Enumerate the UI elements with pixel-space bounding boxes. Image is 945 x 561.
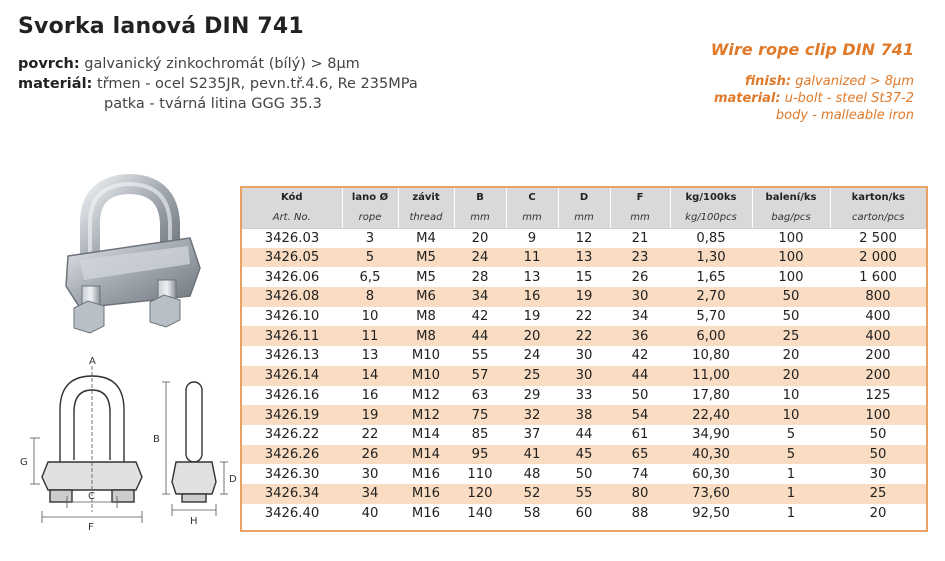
table-cell: 61	[610, 425, 670, 445]
table-row	[242, 287, 926, 307]
table-cell: 48	[506, 464, 558, 484]
table-cell: 34	[342, 484, 398, 504]
table-row	[242, 425, 926, 445]
table-cell: 11	[506, 248, 558, 268]
table-cell: 3426.03	[242, 228, 342, 248]
table-cell: 100	[830, 405, 926, 425]
table-row	[242, 248, 926, 268]
table-row	[242, 405, 926, 425]
table-cell: 5	[752, 425, 830, 445]
table-cell: 30	[830, 464, 926, 484]
table-cell: 9	[506, 228, 558, 248]
column-header: karton/ks	[830, 188, 926, 207]
table-cell: 37	[506, 425, 558, 445]
table-cell: 13	[558, 248, 610, 268]
table-cell: 15	[558, 267, 610, 287]
table-cell: 6,00	[670, 326, 752, 346]
table-cell: 125	[830, 386, 926, 406]
table-cell: 22,40	[670, 405, 752, 425]
label-a: A	[89, 356, 96, 367]
column-header: závit	[398, 188, 454, 207]
table-cell: M16	[398, 484, 454, 504]
table-cell: 30	[610, 287, 670, 307]
table-cell: 20	[752, 366, 830, 386]
table-cell: 19	[342, 405, 398, 425]
table-cell: 2,70	[670, 287, 752, 307]
table-cell: 3426.08	[242, 287, 342, 307]
table-cell: 3426.19	[242, 405, 342, 425]
table-cell: 95	[454, 445, 506, 465]
table-cell: 0,85	[670, 228, 752, 248]
english-material-value-1: u-bolt - steel St37-2	[784, 91, 914, 106]
table-cell: M5	[398, 267, 454, 287]
column-header: balení/ks	[752, 188, 830, 207]
material-label: materiál:	[18, 76, 93, 92]
table-cell: 2 500	[830, 228, 926, 248]
table-cell: 30	[558, 346, 610, 366]
label-h: H	[190, 516, 198, 527]
table-row	[242, 484, 926, 504]
table-cell: 30	[342, 464, 398, 484]
table-cell: 34	[610, 307, 670, 327]
column-header: Kód	[242, 188, 342, 207]
table-cell: 24	[454, 248, 506, 268]
table-cell: 25	[752, 326, 830, 346]
table-cell: 32	[506, 405, 558, 425]
table-cell: 1 600	[830, 267, 926, 287]
table-cell: 50	[558, 464, 610, 484]
table-cell: 800	[830, 287, 926, 307]
table-cell: 26	[610, 267, 670, 287]
table-cell: 10	[342, 307, 398, 327]
dimension-table	[240, 186, 928, 532]
table-cell: 20	[506, 326, 558, 346]
table-cell: 24	[506, 346, 558, 366]
table-cell: 60	[558, 504, 610, 524]
table-cell: 1	[752, 504, 830, 524]
table-cell: 11,00	[670, 366, 752, 386]
table-cell: 29	[506, 386, 558, 406]
table-cell: 10	[752, 386, 830, 406]
table-cell: 140	[454, 504, 506, 524]
table-cell: 88	[610, 504, 670, 524]
table-subheader-row	[242, 207, 926, 228]
table-cell: 57	[454, 366, 506, 386]
table-cell: 36	[610, 326, 670, 346]
table-cell: 44	[454, 326, 506, 346]
table-cell: 13	[342, 346, 398, 366]
table-cell: 85	[454, 425, 506, 445]
table-cell: 3426.16	[242, 386, 342, 406]
table-cell: M5	[398, 248, 454, 268]
table-cell: 3426.10	[242, 307, 342, 327]
column-subheader: mm	[610, 207, 670, 228]
label-c: C	[88, 491, 95, 502]
table-cell: 100	[752, 248, 830, 268]
column-subheader: Art. No.	[242, 207, 342, 228]
table-cell: 38	[558, 405, 610, 425]
table-cell: M8	[398, 326, 454, 346]
table-cell: 50	[610, 386, 670, 406]
table-cell: 50	[752, 287, 830, 307]
table-cell: 25	[830, 484, 926, 504]
table-cell: 3426.30	[242, 464, 342, 484]
column-header: kg/100ks	[670, 188, 752, 207]
table-cell: 3	[342, 228, 398, 248]
english-finish-value: galvanized > 8µm	[795, 74, 914, 89]
table-cell: 22	[342, 425, 398, 445]
table-row	[242, 386, 926, 406]
table-cell: 30	[558, 366, 610, 386]
table-cell: 5	[752, 445, 830, 465]
column-header: D	[558, 188, 610, 207]
table-cell: 52	[506, 484, 558, 504]
table-cell: M4	[398, 228, 454, 248]
table-cell: 42	[454, 307, 506, 327]
table-cell: 40	[342, 504, 398, 524]
table-cell: 26	[342, 445, 398, 465]
label-g: G	[20, 457, 28, 468]
table-cell: 23	[610, 248, 670, 268]
table-cell: 11	[342, 326, 398, 346]
table-cell: 13	[506, 267, 558, 287]
table-cell: 10	[752, 405, 830, 425]
table-cell: 110	[454, 464, 506, 484]
table-cell: 50	[752, 307, 830, 327]
column-subheader: mm	[454, 207, 506, 228]
table-cell: 16	[342, 386, 398, 406]
table-cell: 120	[454, 484, 506, 504]
table-cell: M16	[398, 464, 454, 484]
label-d: D	[229, 474, 237, 485]
column-subheader: bag/pcs	[752, 207, 830, 228]
page-title: Svorka lanová DIN 741	[18, 14, 304, 39]
english-finish-label: finish:	[744, 74, 792, 89]
english-material	[711, 90, 914, 107]
material-value-1: třmen - ocel S235JR, pevn.tř.4.6, Re 235MPa	[96, 76, 418, 92]
table-cell: 6,5	[342, 267, 398, 287]
table-cell: 200	[830, 366, 926, 386]
finish-line	[18, 54, 418, 74]
table-row	[242, 445, 926, 465]
table-cell: 3426.05	[242, 248, 342, 268]
table-row	[242, 346, 926, 366]
table-cell: 21	[610, 228, 670, 248]
table-cell: 44	[558, 425, 610, 445]
table-cell: 55	[558, 484, 610, 504]
table-cell: 44	[610, 366, 670, 386]
column-header: C	[506, 188, 558, 207]
column-subheader: rope	[342, 207, 398, 228]
table-cell: 55	[454, 346, 506, 366]
table-cell: 22	[558, 326, 610, 346]
table-row	[242, 366, 926, 386]
table-cell: 1	[752, 484, 830, 504]
table-cell: 34,90	[670, 425, 752, 445]
table-cell: 1,30	[670, 248, 752, 268]
column-header: F	[610, 188, 670, 207]
table-cell: 41	[506, 445, 558, 465]
column-header: lano Ø	[342, 188, 398, 207]
table-cell: M16	[398, 504, 454, 524]
table-cell: 400	[830, 326, 926, 346]
table-cell: 1	[752, 464, 830, 484]
table-cell: 80	[610, 484, 670, 504]
english-material-2	[711, 107, 914, 124]
table-cell: 3426.11	[242, 326, 342, 346]
column-subheader: thread	[398, 207, 454, 228]
material-line	[18, 74, 418, 94]
table-cell: 10,80	[670, 346, 752, 366]
english-finish	[711, 73, 914, 90]
table-cell: M10	[398, 346, 454, 366]
table-cell: 58	[506, 504, 558, 524]
table-cell: 40,30	[670, 445, 752, 465]
table-cell: M12	[398, 386, 454, 406]
table-row	[242, 464, 926, 484]
specs-czech	[18, 54, 418, 114]
table-cell: 34	[454, 287, 506, 307]
spec-table	[242, 188, 926, 523]
dimension-drawing	[10, 352, 250, 532]
table-cell: M12	[398, 405, 454, 425]
table-cell: M14	[398, 445, 454, 465]
table-cell: 16	[506, 287, 558, 307]
table-cell: M6	[398, 287, 454, 307]
table-cell: 25	[506, 366, 558, 386]
table-cell: 65	[610, 445, 670, 465]
table-cell: 20	[454, 228, 506, 248]
table-cell: 50	[830, 445, 926, 465]
column-header: B	[454, 188, 506, 207]
table-cell: 12	[558, 228, 610, 248]
table-cell: 28	[454, 267, 506, 287]
table-cell: 74	[610, 464, 670, 484]
table-row	[242, 267, 926, 287]
table-row	[242, 504, 926, 524]
table-cell: 92,50	[670, 504, 752, 524]
english-material-label: material:	[713, 91, 781, 106]
table-cell: 45	[558, 445, 610, 465]
table-cell: 100	[752, 267, 830, 287]
wire-rope-clip-photo	[40, 168, 230, 343]
table-cell: 2 000	[830, 248, 926, 268]
finish-value: galvanický zinkochromát (bílý) > 8µm	[84, 56, 360, 72]
table-cell: 1,65	[670, 267, 752, 287]
table-cell: 400	[830, 307, 926, 327]
table-cell: 8	[342, 287, 398, 307]
table-cell: 75	[454, 405, 506, 425]
english-material-value-2: body - malleable iron	[775, 108, 914, 123]
finish-label: povrch:	[18, 56, 80, 72]
table-cell: 5	[342, 248, 398, 268]
specs-english	[711, 40, 914, 124]
table-cell: 19	[506, 307, 558, 327]
column-subheader: kg/100pcs	[670, 207, 752, 228]
table-cell: 200	[830, 346, 926, 366]
table-header-row	[242, 188, 926, 207]
table-cell: 73,60	[670, 484, 752, 504]
label-f: F	[88, 522, 94, 532]
table-cell: 3426.26	[242, 445, 342, 465]
table-body	[242, 228, 926, 523]
table-cell: 19	[558, 287, 610, 307]
table-cell: 50	[830, 425, 926, 445]
table-cell: 3426.13	[242, 346, 342, 366]
table-row	[242, 307, 926, 327]
table-cell: 54	[610, 405, 670, 425]
label-b: B	[153, 434, 160, 445]
table-cell: 60,30	[670, 464, 752, 484]
table-cell: 17,80	[670, 386, 752, 406]
material-line-2	[18, 94, 418, 114]
table-row	[242, 326, 926, 346]
table-row	[242, 228, 926, 248]
table-cell: 5,70	[670, 307, 752, 327]
table-cell: 33	[558, 386, 610, 406]
table-cell: 3426.22	[242, 425, 342, 445]
table-cell: 20	[752, 346, 830, 366]
column-subheader: mm	[506, 207, 558, 228]
table-cell: 3426.06	[242, 267, 342, 287]
english-title: Wire rope clip DIN 741	[710, 40, 914, 59]
table-cell: M8	[398, 307, 454, 327]
table-cell: 3426.40	[242, 504, 342, 524]
table-cell: 14	[342, 366, 398, 386]
table-cell: 100	[752, 228, 830, 248]
table-cell: 63	[454, 386, 506, 406]
table-cell: 42	[610, 346, 670, 366]
table-cell: 3426.34	[242, 484, 342, 504]
table-cell: 3426.14	[242, 366, 342, 386]
table-cell: 20	[830, 504, 926, 524]
table-cell: M10	[398, 366, 454, 386]
material-value-2: patka - tvárná litina GGG 35.3	[104, 96, 322, 112]
table-cell: M14	[398, 425, 454, 445]
column-subheader: carton/pcs	[830, 207, 926, 228]
table-cell: 22	[558, 307, 610, 327]
column-subheader: mm	[558, 207, 610, 228]
